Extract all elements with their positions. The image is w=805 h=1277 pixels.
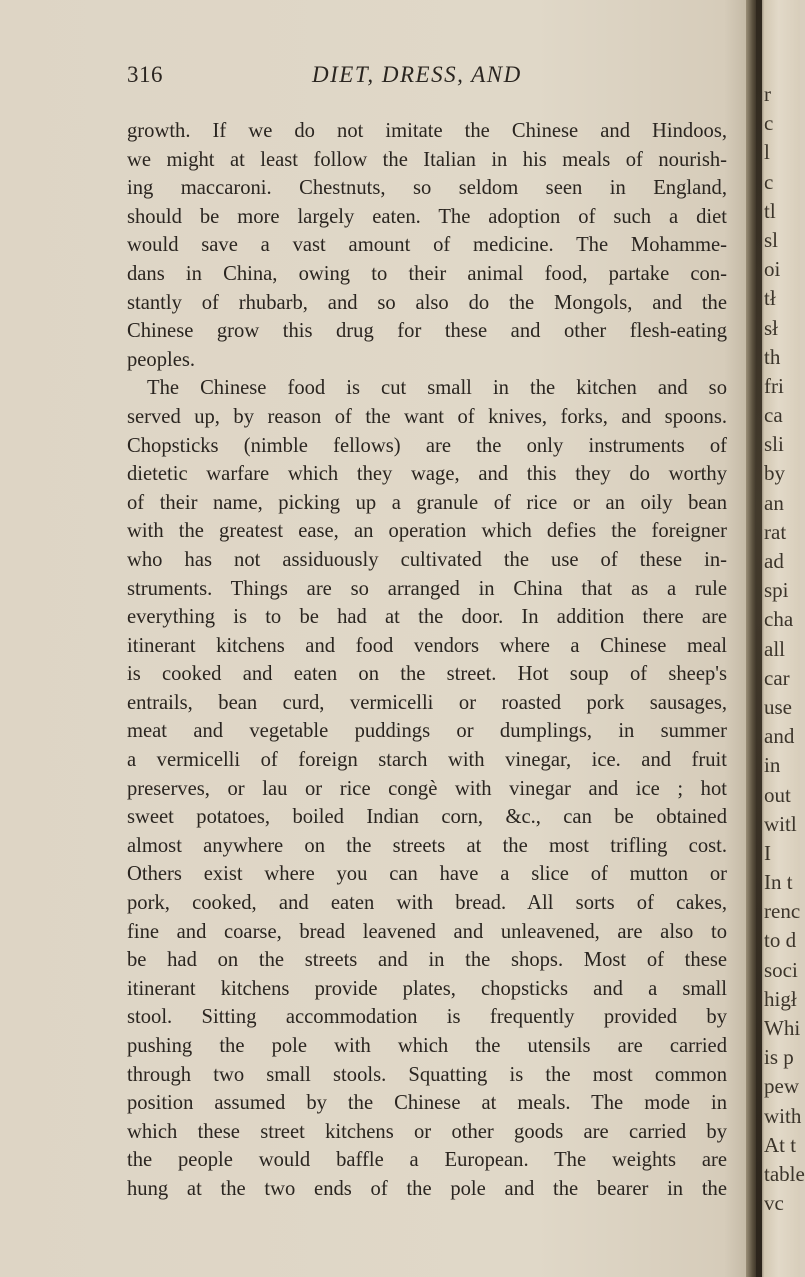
text-line: Chinese grow this drug for these and other flesh-eating — [127, 320, 727, 343]
text-line: sweet potatoes, boiled Indian corn, &c., can be obtained — [127, 806, 727, 829]
facing-page-fragment: In t — [764, 870, 793, 895]
facing-page-fragment: is p — [764, 1045, 794, 1070]
text-line: Chopsticks (nimble fellows) are the only instruments of — [127, 434, 727, 457]
facing-page-fragment: with — [764, 1103, 802, 1128]
text-line: of their name, picking up a granule of rice or an oily bean — [127, 491, 727, 514]
text-line: dietetic warfare which they wage, and this they do worthy — [127, 463, 727, 486]
book-spine — [756, 0, 762, 1277]
facing-page-fragment: rat — [764, 519, 787, 544]
facing-page-fragment: cha — [764, 607, 794, 632]
facing-page-fragment: car — [764, 665, 790, 690]
page-number: 316 — [127, 62, 163, 87]
text-line: is cooked and eaten on the street. Hot soup of sheep's — [127, 663, 727, 686]
text-line: a vermicelli of foreign starch with vinegar, ice. and fruit — [127, 749, 727, 772]
facing-page-fragment: spi — [764, 578, 789, 603]
text-line: the people would baffle a European. The weights are — [127, 1149, 727, 1172]
text-line: hung at the two ends of the pole and the bearer in the — [127, 1177, 727, 1200]
facing-page-fragment: tł — [764, 286, 776, 311]
facing-page-fragment: I — [764, 840, 771, 865]
text-line: The Chinese food is cut small in the kitchen and so — [147, 377, 727, 400]
facing-page-fragment: an — [764, 490, 784, 515]
text-line: peoples. — [127, 348, 196, 371]
text-line: fine and coarse, bread leavened and unleavened, are also to — [127, 920, 727, 943]
text-line: position assumed by the Chinese at meals. The mode in — [127, 1092, 727, 1115]
text-line: pushing the pole with which the utensils are carried — [127, 1035, 727, 1057]
text-line: struments. Things are so arranged in China that as a rule — [127, 577, 727, 600]
text-line: entrails, bean curd, vermicelli or roasted pork sausages, — [127, 691, 727, 714]
facing-page-fragment: out — [764, 782, 791, 807]
text-line: pork, cooked, and eaten with bread. All sorts of cakes, — [127, 892, 727, 915]
facing-page-fragment: sli — [764, 432, 784, 457]
facing-page-fragment: c — [764, 169, 774, 194]
text-line: stantly of rhubarb, and so also do the Mongols, and the — [127, 291, 727, 314]
text-line: be had on the streets and in the shops. Most of these — [127, 949, 727, 972]
text-line: everything is to be had at the door. In addition there are — [127, 606, 727, 629]
facing-page-fragment: oi — [764, 257, 781, 282]
text-line: with the greatest ease, an operation which defies the foreigner — [127, 520, 727, 543]
text-line: dans in China, owing to their animal food, partake con- — [127, 262, 727, 285]
text-line: we might at least follow the Italian in his meals of nourish- — [127, 148, 727, 171]
facing-page-fragment: higł — [764, 986, 797, 1011]
text-line: through two small stools. Squatting is the most common — [127, 1063, 727, 1086]
facing-page-fragment: pew — [764, 1074, 799, 1099]
text-line: Others exist where you can have a slice of mutton or — [127, 863, 727, 886]
facing-page-fragment: in — [764, 753, 781, 778]
body-text — [127, 117, 727, 1204]
page-header — [127, 62, 727, 98]
text-line: itinerant kitchens provide plates, chopsticks and a small — [127, 977, 727, 1000]
facing-page-fragment: At t — [764, 1132, 797, 1157]
text-line: who has not assiduously cultivated the use of these in- — [127, 548, 727, 571]
facing-page-fragment: witl — [764, 811, 797, 836]
text-line: meat and vegetable puddings or dumplings, in summer — [127, 720, 727, 743]
facing-page-edge — [764, 80, 805, 1216]
text-line: should be more largely eaten. The adoption of such a diet — [127, 205, 727, 228]
text-line: almost anywhere on the streets at the most trifling cost. — [127, 834, 727, 857]
facing-page-fragment: all — [764, 636, 785, 661]
text-line: stool. Sitting accommodation is frequently provided by — [127, 1006, 727, 1029]
text-line: growth. If we do not imitate the Chinese and Hindoos, — [127, 120, 727, 142]
facing-page-fragment: use — [764, 694, 792, 719]
text-line: would save a vast amount of medicine. The Mohamme- — [127, 234, 727, 257]
facing-page-fragment: Whi — [764, 1016, 801, 1040]
text-line: itinerant kitchens and food vendors where a Chinese meal — [127, 634, 727, 657]
facing-page-fragment: ad — [764, 549, 784, 573]
text-line: preserves, or lau or rice congè with vinegar and ice ; hot — [127, 777, 727, 800]
facing-page-fragment: and — [764, 724, 795, 749]
facing-page-fragment: vc — [764, 1191, 784, 1216]
facing-page-fragment: th — [764, 344, 781, 369]
facing-page-fragment: to d — [764, 928, 797, 953]
facing-page-fragment: soci — [764, 957, 798, 982]
facing-page-fragment: by — [764, 461, 785, 486]
facing-page-fragment: tl — [764, 198, 776, 223]
facing-page-fragment: ca — [764, 403, 783, 428]
facing-page-fragment: sł — [764, 315, 779, 340]
facing-page-fragment: c — [764, 111, 774, 136]
facing-page-fragment: renc — [764, 899, 801, 924]
text-line: served up, by reason of the want of knives, forks, and spoons. — [127, 405, 727, 428]
facing-page-fragment: fri — [764, 373, 784, 398]
text-line: which these street kitchens or other goods are carried by — [127, 1120, 727, 1143]
facing-page-fragment: table — [764, 1161, 805, 1186]
text-line: ing maccaroni. Chestnuts, so seldom seen in England, — [127, 177, 727, 200]
facing-page-fragment: sl — [764, 227, 779, 252]
facing-page-fragment: r — [764, 82, 771, 106]
running-head: DIET, DRESS, AND — [312, 62, 522, 87]
facing-page-fragment: l — [764, 140, 770, 165]
